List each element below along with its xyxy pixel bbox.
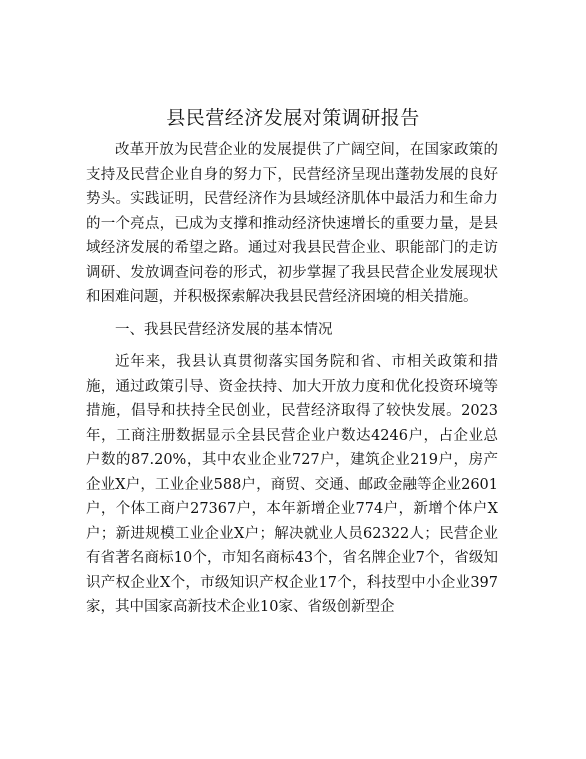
document-title: 县民营经济发展对策调研报告	[166, 107, 420, 129]
section-paragraph: 近年来，我县认真贯彻落实国务院和省、市相关政策和措施，通过政策引导、资金扶持、加大开放力度和优化投资环境等措施，倡导和扶持全民创业，民营经济取得了较快发展。2023年，工商注册数据显示全县民营企业户数达4246户，占企业总户数的87.20%，其中农业企业727户，建筑企业219户，房产企业X户，工业企业588户，商贸、交通、邮政金融等企业2601户，个体工商户27367户，本年新增企业774户，新增个体户X户；新进规模工业企业X户；解决就业人员62322人；民营企业有省著名商标10个，市知名商标43个，省名牌企业7个，省级知识产权企业X个，市级知识产权企业17个，科技型中小企业397家，其中国家高新技术企业10家、省级创新型企	[86, 354, 498, 615]
document-body	[86, 138, 498, 628]
section-heading: 一、我县民营经济发展的基本情况	[115, 321, 333, 338]
intro-paragraph: 改革开放为民营企业的发展提供了广阔空间，在国家政策的支持及民营企业自身的努力下，民营经济呈现出蓬勃发展的良好势头。实践证明，民营经济作为县域经济肌体中最活力和生命力的一个亮点，已成为支撑和推动经济快速增长的重要力量，是县域经济发展的希望之路。通过对我县民营企业、职能部门的走访调研、发放调查问卷的形式，初步掌握了我县民营企业发展现状和困难问题，并积极探索解决我县民营经济困境的相关措施。	[86, 142, 498, 305]
